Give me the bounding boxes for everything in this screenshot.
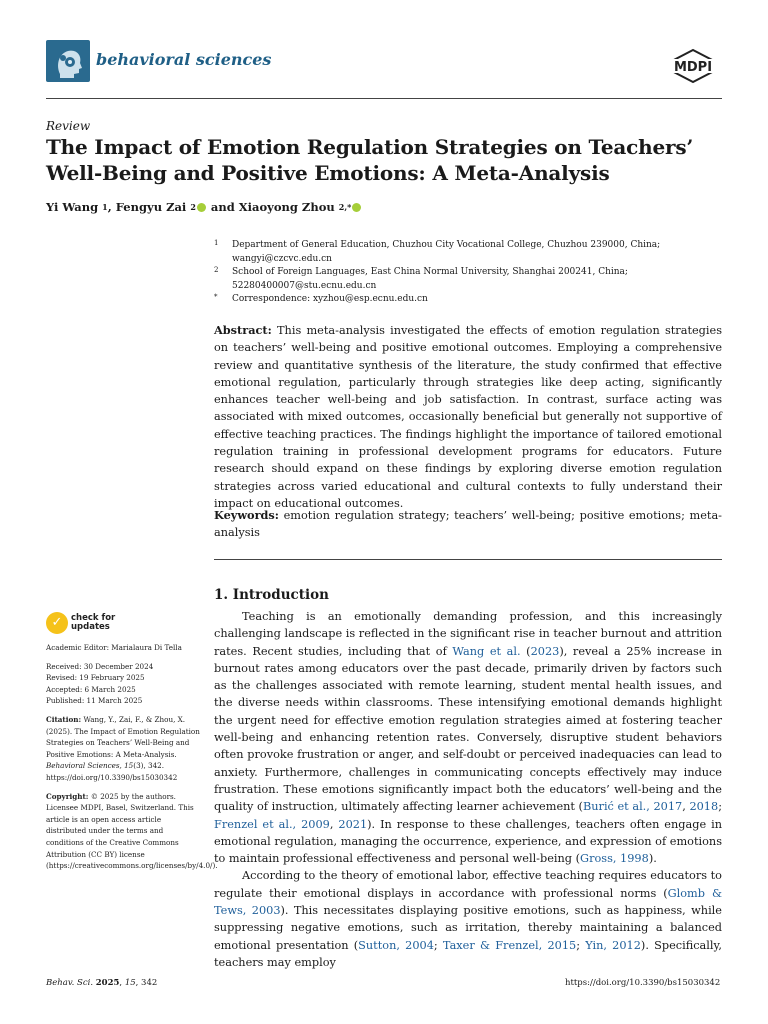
footer-citation: Behav. Sci. 2025, 15, 342: [46, 978, 158, 988]
citation-link[interactable]: Yin, 2012: [585, 938, 641, 952]
keywords-label: Keywords:: [214, 508, 279, 522]
citation-link[interactable]: Frenzel et al., 2009: [214, 817, 330, 831]
citation-link[interactable]: 2023: [530, 644, 560, 658]
abstract: [214, 322, 722, 512]
affiliation-item: 1 Department of General Education, Chuzhou City Vocational College, Chuzhou 239000, China; wangyi@czcvc.edu.cn: [214, 239, 661, 264]
citation-link[interactable]: 2018: [689, 800, 719, 814]
article-title: The Impact of Emotion Regulation Strategies on Teachers’ Well-Being and Positive Emotions: A Meta-Analysis: [46, 135, 694, 185]
copyright-label: Copyright:: [46, 791, 89, 801]
paragraph: According to the theory of emotional labor, effective teaching requires educators to regulate their emotional displays in accordance with professional norms (Glomb & Tews, 2003). This necessitates displaying positive emotions, such as happiness, while suppressing negative emotions, such as irritation, thereby maintaining a balanced emotional presentation (Sutton, 2004; Taxer & Frenzel, 2015; Yin, 2012). Specifically, teachers may employ: [214, 869, 723, 969]
paragraph: Teaching is an emotionally demanding profession, and this increasingly challenging landscape is reflected in the significant rise in teacher burnout and attrition rates. Recent studies, including that of Wang et al. (2023), reveal a 25% increase in burnout rates among educators over the past decade, primarily driven by factors such as the challenges associated with remote learning, student mental health issues, and the diverse needs within classrooms. These intensifying emotional demands highlight the urgent need for effective emotion regulation strategies aimed at fostering teacher well-being and enhancing retention rates. Conversely, disruptive student behaviors often provoke frustration or anger, and self-doubt or perceived inadequacies can lead to anxiety. Furthermore, challenges in communicating concepts effectively may induce frustration. These emotions significantly impact both the educators’ well-being and the quality of instruction, ultimately affecting learner achievement (Burić et al., 2017, 2018; Frenzel et al., 2009, 2021). In response to these challenges, teachers often engage in emotional regulation, managing the occurrence, experience, and expression of emotions to maintain professional effectiveness and personal well-being (Gross, 1998).: [214, 610, 723, 866]
orcid-icon[interactable]: [352, 203, 361, 212]
section-heading: 1. Introduction: [214, 587, 329, 603]
journal-name: behavioral sciences: [96, 50, 272, 69]
author-affil-mark: 1: [102, 202, 108, 212]
citation-link[interactable]: Sutton, 2004: [358, 938, 434, 952]
citation-link[interactable]: Glomb & Tews, 2003: [214, 886, 723, 918]
check-label: check for: [71, 613, 116, 623]
journal-abbrev: Behav. Sci.: [46, 978, 94, 988]
header-divider: [46, 98, 722, 99]
correspondence: * Correspondence: xyzhou@esp.ecnu.edu.cn: [214, 293, 428, 304]
updates-label: updates: [71, 622, 110, 632]
academic-editor: Academic Editor: Marialaura Di Tella: [46, 643, 182, 652]
received-date: Received: 30 December 2024: [46, 661, 154, 671]
orcid-icon[interactable]: [197, 203, 206, 212]
author-name: Fengyu Zai: [115, 200, 187, 214]
citation-journal: Behavioral Sciences, 15: [46, 761, 134, 771]
publisher-name: MDPI: [673, 60, 713, 75]
article-type: Review: [46, 119, 91, 133]
keywords-text: emotion regulation strategy; teachers’ well-being; positive emotions; meta-analysis: [214, 509, 722, 540]
citation-link[interactable]: Wang et al.: [452, 644, 521, 658]
article-info-sidebar: [46, 642, 218, 879]
published-date: Published: 11 March 2025: [46, 696, 143, 706]
footer-doi[interactable]: https://doi.org/10.3390/bs15030342: [565, 978, 721, 988]
affiliations: [214, 239, 722, 307]
check-for-updates-button[interactable]: [46, 612, 115, 634]
keywords: [214, 507, 722, 542]
author-list: Yi Wang 1 , Fengyu Zai 2 and Xiaoyong Zhou 2,*: [46, 200, 362, 214]
footer-year: 2025: [95, 978, 120, 988]
citation-text: Wang, Y., Zai, F., & Zhou, X. (2025). The Impact of Emotion Regulation Strategies on Teachers’ Well-Being and Positive Emotions: A Meta-Analysis.: [46, 714, 200, 759]
author-affil-mark: 2: [190, 202, 196, 212]
citation-link[interactable]: Burić et al., 2017: [582, 800, 683, 814]
copyright-block: [46, 791, 218, 872]
copyright-text: © 2025 by the authors. Licensee MDPI, Basel, Switzerland. This article is an open access article distributed under the terms and conditions of the Creative Commons Attribution (CC BY) license (https://creativecommons.org/licenses/by/4.0/).: [46, 791, 218, 871]
journal-logo: [46, 40, 90, 82]
citation-link[interactable]: Taxer & Frenzel, 2015: [442, 938, 577, 952]
citation-block: [46, 714, 202, 784]
citation-link[interactable]: 2021: [338, 817, 368, 831]
citation-label: Citation:: [46, 714, 82, 724]
author-name: and Xiaoyong Zhou: [210, 200, 335, 214]
checkmark-icon: ✓: [46, 612, 68, 634]
author-affil-mark: 2,*: [338, 202, 352, 212]
author-name: Yi Wang: [46, 200, 99, 214]
accepted-date: Accepted: 6 March 2025: [46, 684, 136, 694]
publication-dates: [46, 661, 202, 707]
mdpi-logo: [664, 48, 722, 84]
body-text: [214, 608, 722, 971]
section-divider: [214, 559, 722, 560]
affiliation-item: 2 School of Foreign Languages, East China Normal University, Shanghai 200241, China; 52280400007@stu.ecnu.edu.cn: [214, 266, 628, 291]
revised-date: Revised: 19 February 2025: [46, 673, 145, 683]
footer-article-no: , 342: [135, 978, 158, 988]
citation-doi[interactable]: (3), 342. https://doi.org/10.3390/bs15030342: [46, 761, 178, 782]
citation-link[interactable]: Gross, 1998: [580, 852, 649, 866]
abstract-text: This meta-analysis investigated the effects of emotion regulation strategies on teachers’ well-being and positive emotional outcomes. Employing a comprehensive review and quantitative synthesis of the literature, the study confirmed that effective emotional regulation, particularly through strategies like deep acting, significantly enhances teacher well-being and job satisfaction. In contrast, surface acting was associated with mixed outcomes, occasionally beneficial but generally not supportive of effective teaching practices. The findings highlight the importance of tailored emotional regulation training in professional development programs for educators. Future research should expand on these findings by exploring diverse emotion regulation strategies across varied educational and cultural contexts to fully understand their impact on educational outcomes.: [214, 324, 722, 510]
footer-volume: 15: [124, 978, 136, 988]
abstract-label: Abstract:: [214, 323, 272, 337]
